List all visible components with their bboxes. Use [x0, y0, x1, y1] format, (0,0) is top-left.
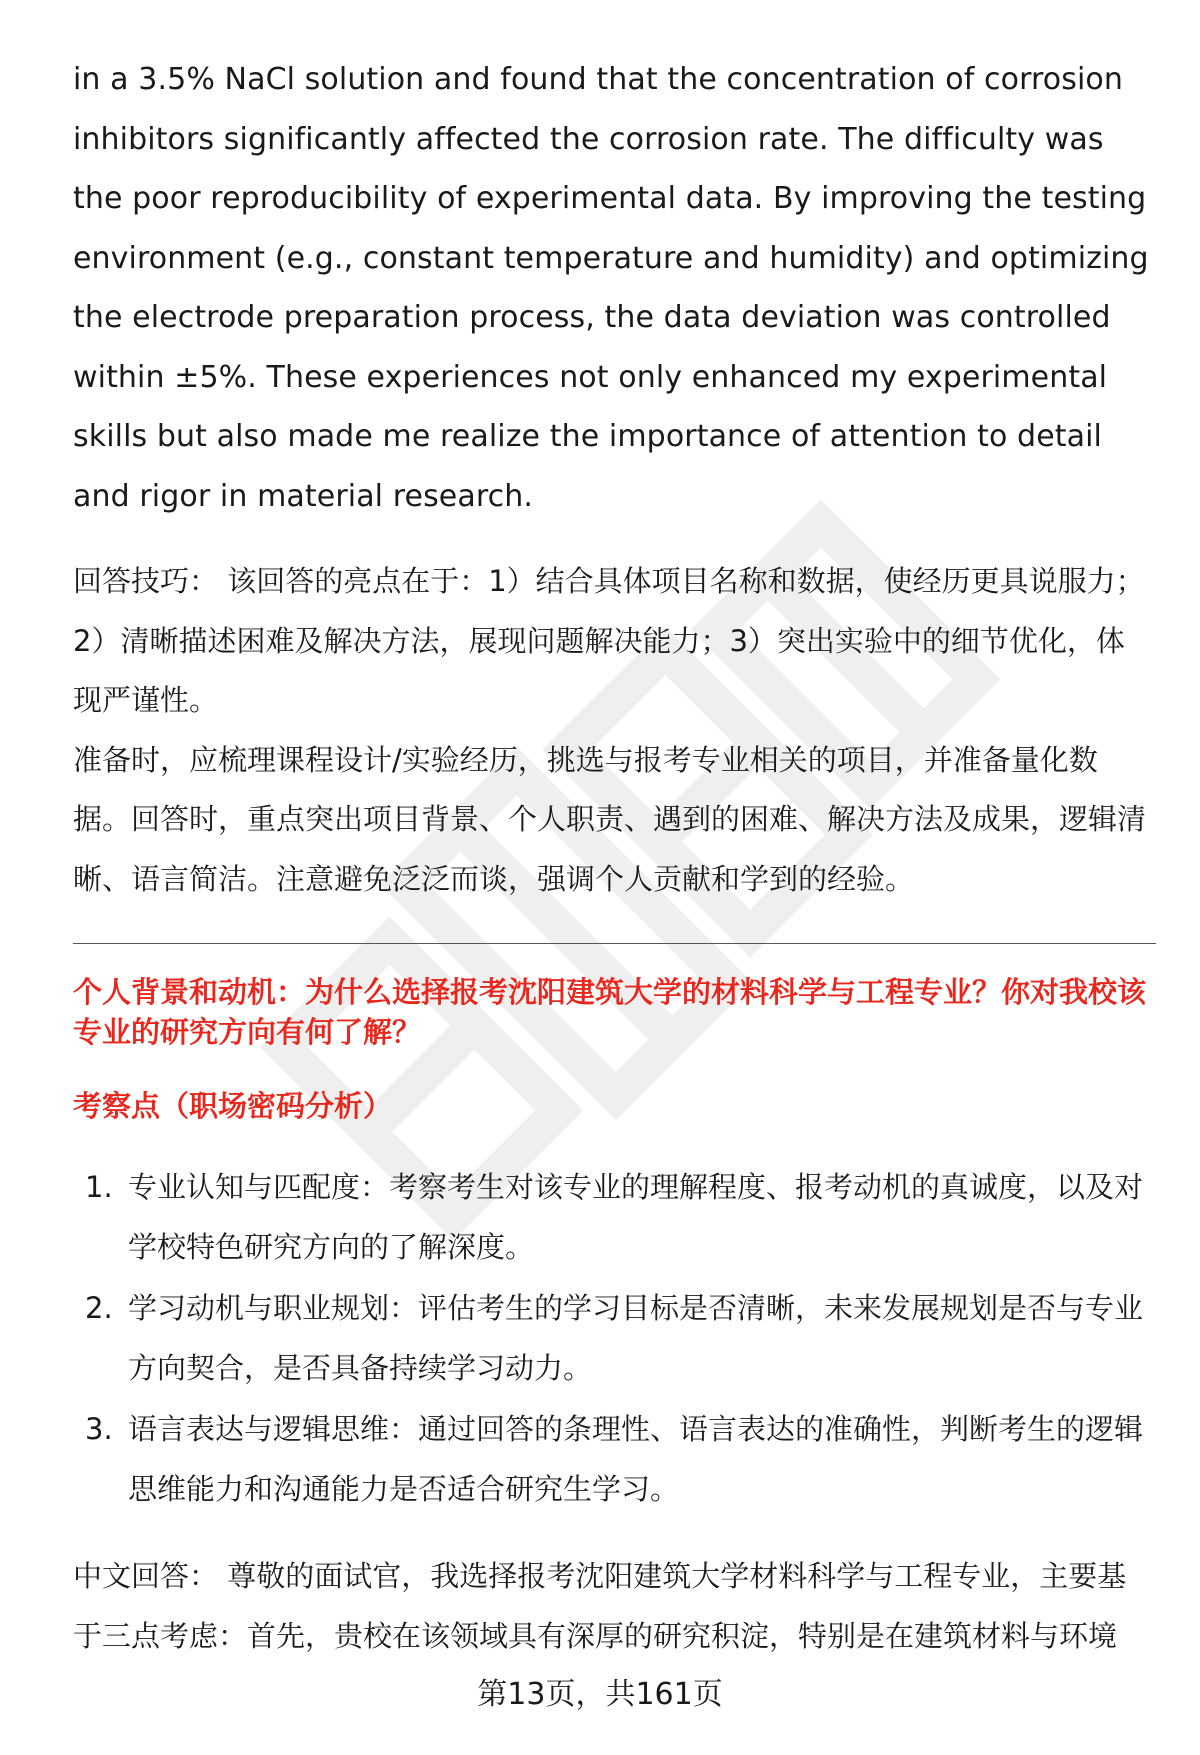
list-item-text: 专业认知与匹配度：考察考生对该专业的理解程度、报考动机的真诚度，以及对学校特色研究方向的了解深度。: [128, 1170, 1144, 1264]
chinese-answer-text: 尊敬的面试官，我选择报考沈阳建筑大学材料科学与工程专业，主要基于三点考虑：首先，贵校在该领域具有深厚的研究积淀，特别是在建筑材料与环境: [73, 1559, 1127, 1653]
list-item-number: 1.: [85, 1170, 113, 1204]
list-item-number: 2.: [85, 1291, 113, 1325]
intro-paragraph: in a 3.5% NaCl solution and found that the concentration of corrosion inhibitors significantly affected the corrosion rate. The difficulty was the poor reproducibility of experimental data. By improving the testing environment (e.g., constant temperature and humidity) and optimizing the electrode preparation process, the data deviation was controlled within ±5%. These experiences not only enhanced my experimental skills but also made me realize the importance of attention to detail and rigor in material research.: [73, 62, 1149, 514]
answer-tip-text: 该回答的亮点在于：1）结合具体项目名称和数据，使经历更具说服力；2）清晰描述困难及解决方法，展现问题解决能力；3）突出实验中的细节优化，体现严谨性。: [73, 564, 1145, 717]
list-item: [73, 1279, 1153, 1398]
section-divider: [73, 943, 1156, 944]
question-heading: 个人背景和动机：为什么选择报考沈阳建筑大学的材料科学与工程专业？你对我校该专业的研究方向有何了解？: [73, 975, 1147, 1049]
assessment-heading: 考察点（职场密码分析）: [73, 1089, 393, 1123]
answer-tip-label: 回答技巧：: [73, 564, 219, 598]
main-content: [73, 50, 1153, 1666]
answer-tip-paragraph: [73, 552, 1153, 731]
chinese-answer-label: 中文回答：: [73, 1559, 219, 1593]
preparation-paragraph: 准备时，应梳理课程设计/实验经历，挑选与报考专业相关的项目，并准备量化数据。回答时，重点突出项目背景、个人职责、遇到的困难、解决方法及成果，逻辑清晰、语言简洁。注意避免泛泛而谈，强调个人贡献和学到的经验。: [73, 742, 1147, 896]
list-item: [73, 1158, 1153, 1277]
list-item-text: 语言表达与逻辑思维：通过回答的条理性、语言表达的准确性，判断考生的逻辑思维能力和沟通能力是否适合研究生学习。: [128, 1412, 1144, 1506]
page-number-footer: 第13页，共161页: [477, 1677, 723, 1712]
list-item: [73, 1400, 1153, 1519]
assessment-points-list: [73, 1158, 1153, 1519]
list-item-text: 学习动机与职业规划：评估考生的学习目标是否清晰，未来发展规划是否与专业方向契合，是否具备持续学习动力。: [128, 1291, 1144, 1385]
list-item-number: 3.: [85, 1412, 113, 1446]
chinese-answer-paragraph: [73, 1547, 1153, 1666]
